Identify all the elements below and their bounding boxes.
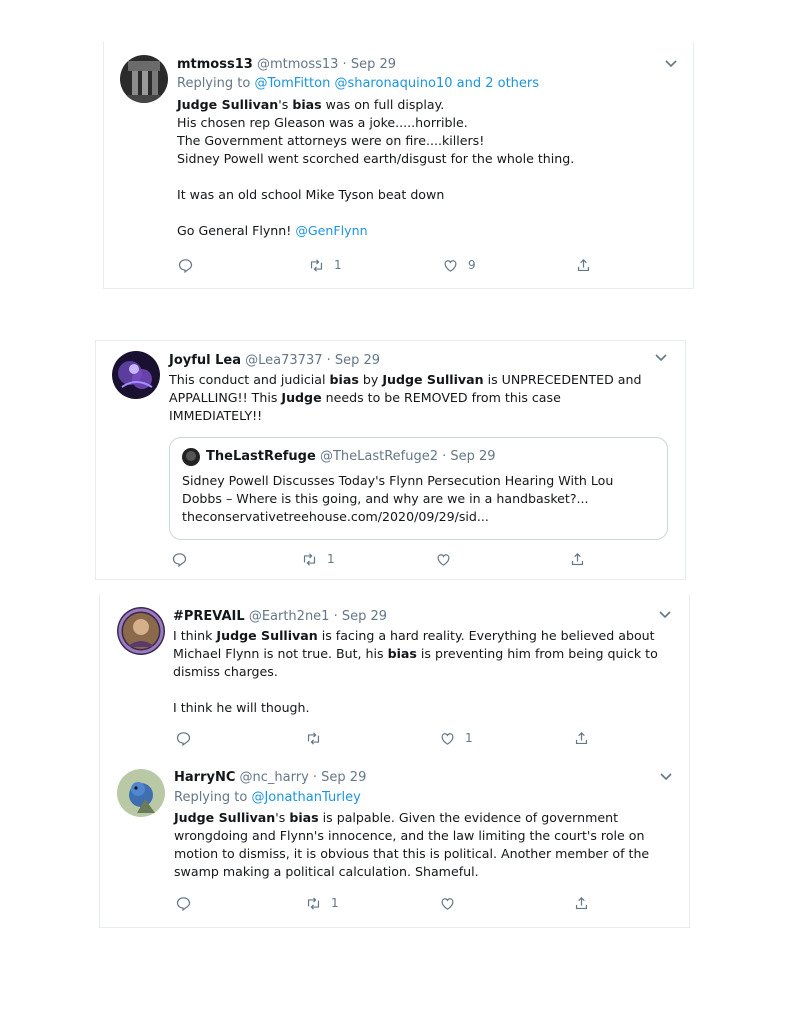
reply-button[interactable] [171, 549, 188, 569]
like-button[interactable] [442, 255, 476, 275]
share-button[interactable] [569, 549, 586, 569]
avatar-image [117, 769, 165, 817]
replying-to: Replying to @TomFitton @sharonaquino10 and 2 others [177, 76, 540, 91]
retweet-icon [305, 895, 322, 912]
like-button[interactable] [439, 728, 473, 748]
quoted-header [206, 449, 496, 464]
avatar-image [117, 607, 165, 655]
tweet-card[interactable] [99, 594, 690, 758]
tweet-text: I think Judge Sullivan is facing a hard reality. Everything he believed about Michael Flynn is not true. But, his bias is preventing him from being quick to dismiss charges. I think he will though. [173, 628, 658, 715]
like-button[interactable] [439, 893, 465, 913]
tweet-header [173, 609, 387, 624]
retweet-button[interactable] [308, 255, 342, 275]
tweet-actions [175, 893, 675, 913]
retweet-icon [308, 257, 325, 274]
tweet-header [177, 57, 396, 72]
retweet-button[interactable] [305, 893, 339, 913]
tweet-actions [177, 255, 677, 275]
reply-icon [177, 257, 194, 274]
chevron-down-icon[interactable] [658, 610, 672, 620]
share-icon [573, 730, 590, 747]
user-name[interactable]: Joyful Lea [169, 353, 242, 368]
reply-to-link[interactable]: @JonathanTurley [251, 790, 361, 805]
reply-icon [175, 730, 192, 747]
tweet-card[interactable] [103, 42, 694, 289]
user-handle-date[interactable]: @Lea73737 · Sep 29 [245, 353, 381, 368]
user-name[interactable]: HarryNC [174, 770, 236, 785]
like-icon [442, 257, 459, 274]
avatar[interactable] [120, 55, 168, 103]
reply-button[interactable] [175, 728, 192, 748]
avatar[interactable] [117, 769, 165, 817]
share-button[interactable] [573, 728, 590, 748]
avatar[interactable] [112, 351, 160, 399]
tweet-header [174, 770, 366, 785]
quoted-user-handle-date: @TheLastRefuge2 · Sep 29 [319, 449, 496, 464]
retweet-count: 1 [327, 552, 335, 566]
like-icon [439, 730, 456, 747]
retweet-count: 1 [331, 896, 339, 910]
reply-button[interactable] [175, 893, 192, 913]
quoted-tweet[interactable] [169, 437, 668, 540]
tweet-card[interactable] [99, 757, 690, 928]
reply-button[interactable] [177, 255, 194, 275]
reply-icon [175, 895, 192, 912]
tweet-actions [171, 549, 671, 569]
retweet-button[interactable] [301, 549, 335, 569]
share-button[interactable] [573, 893, 590, 913]
share-button[interactable] [575, 255, 592, 275]
retweet-button[interactable] [305, 728, 331, 748]
mention-link[interactable]: @GenFlynn [295, 223, 368, 238]
retweet-icon [301, 551, 318, 568]
user-name[interactable]: mtmoss13 [177, 57, 253, 72]
replying-to: Replying to @JonathanTurley [174, 790, 361, 805]
like-button[interactable] [435, 549, 461, 569]
avatar-image [120, 55, 168, 103]
like-count: 9 [468, 258, 476, 272]
user-name[interactable]: #PREVAIL [173, 609, 245, 624]
reply-icon [171, 551, 188, 568]
share-icon [569, 551, 586, 568]
share-icon [575, 257, 592, 274]
tweet-text: Judge Sullivan's bias is palpable. Given the evidence of government wrongdoing and Flynn's innocence, and the law limiting the court's role on motion to dismiss, it is obvious that this is political. Another member of the swamp making a political calculation. Shameful. [174, 810, 650, 879]
quoted-text: Sidney Powell Discusses Today's Flynn Persecution Hearing With Lou Dobbs – Where is this going, and why are we in a handbasket?... theconservativetreehouse.com/2020/09/29/sid... [182, 473, 614, 524]
retweet-count: 1 [334, 258, 342, 272]
share-icon [573, 895, 590, 912]
quoted-user-name: TheLastRefuge [206, 449, 316, 464]
tweet-actions [175, 728, 675, 748]
user-handle-date[interactable]: @nc_harry · Sep 29 [239, 770, 367, 785]
quoted-avatar-image [182, 448, 200, 466]
quoted-avatar [182, 448, 200, 466]
like-count: 1 [465, 731, 473, 745]
tweet-text: Judge Sullivan's bias was on full display. His chosen rep Gleason was a joke.....horrible. The Government attorneys were on fire....killers! Sidney Powell went scorched earth/disgust for the whole thing. It was an old school Mike Tyson beat down Go General Flynn! @GenFlynn [177, 97, 575, 238]
chevron-down-icon[interactable] [659, 772, 673, 782]
tweet-header [169, 353, 380, 368]
user-handle-date[interactable]: @mtmoss13 · Sep 29 [256, 57, 396, 72]
chevron-down-icon[interactable] [664, 59, 678, 69]
like-icon [435, 551, 452, 568]
avatar-image [112, 351, 160, 399]
chevron-down-icon[interactable] [654, 353, 668, 363]
like-icon [439, 895, 456, 912]
tweet-card[interactable] [95, 340, 686, 580]
retweet-icon [305, 730, 322, 747]
reply-to-link[interactable]: @TomFitton @sharonaquino10 and 2 others [254, 76, 540, 91]
avatar[interactable] [117, 607, 165, 655]
tweet-text: This conduct and judicial bias by Judge Sullivan is UNPRECEDENTED and APPALLING!! This Judge needs to be REMOVED from this case IMMEDIATELY!! [169, 372, 642, 423]
user-handle-date[interactable]: @Earth2ne1 · Sep 29 [248, 609, 388, 624]
